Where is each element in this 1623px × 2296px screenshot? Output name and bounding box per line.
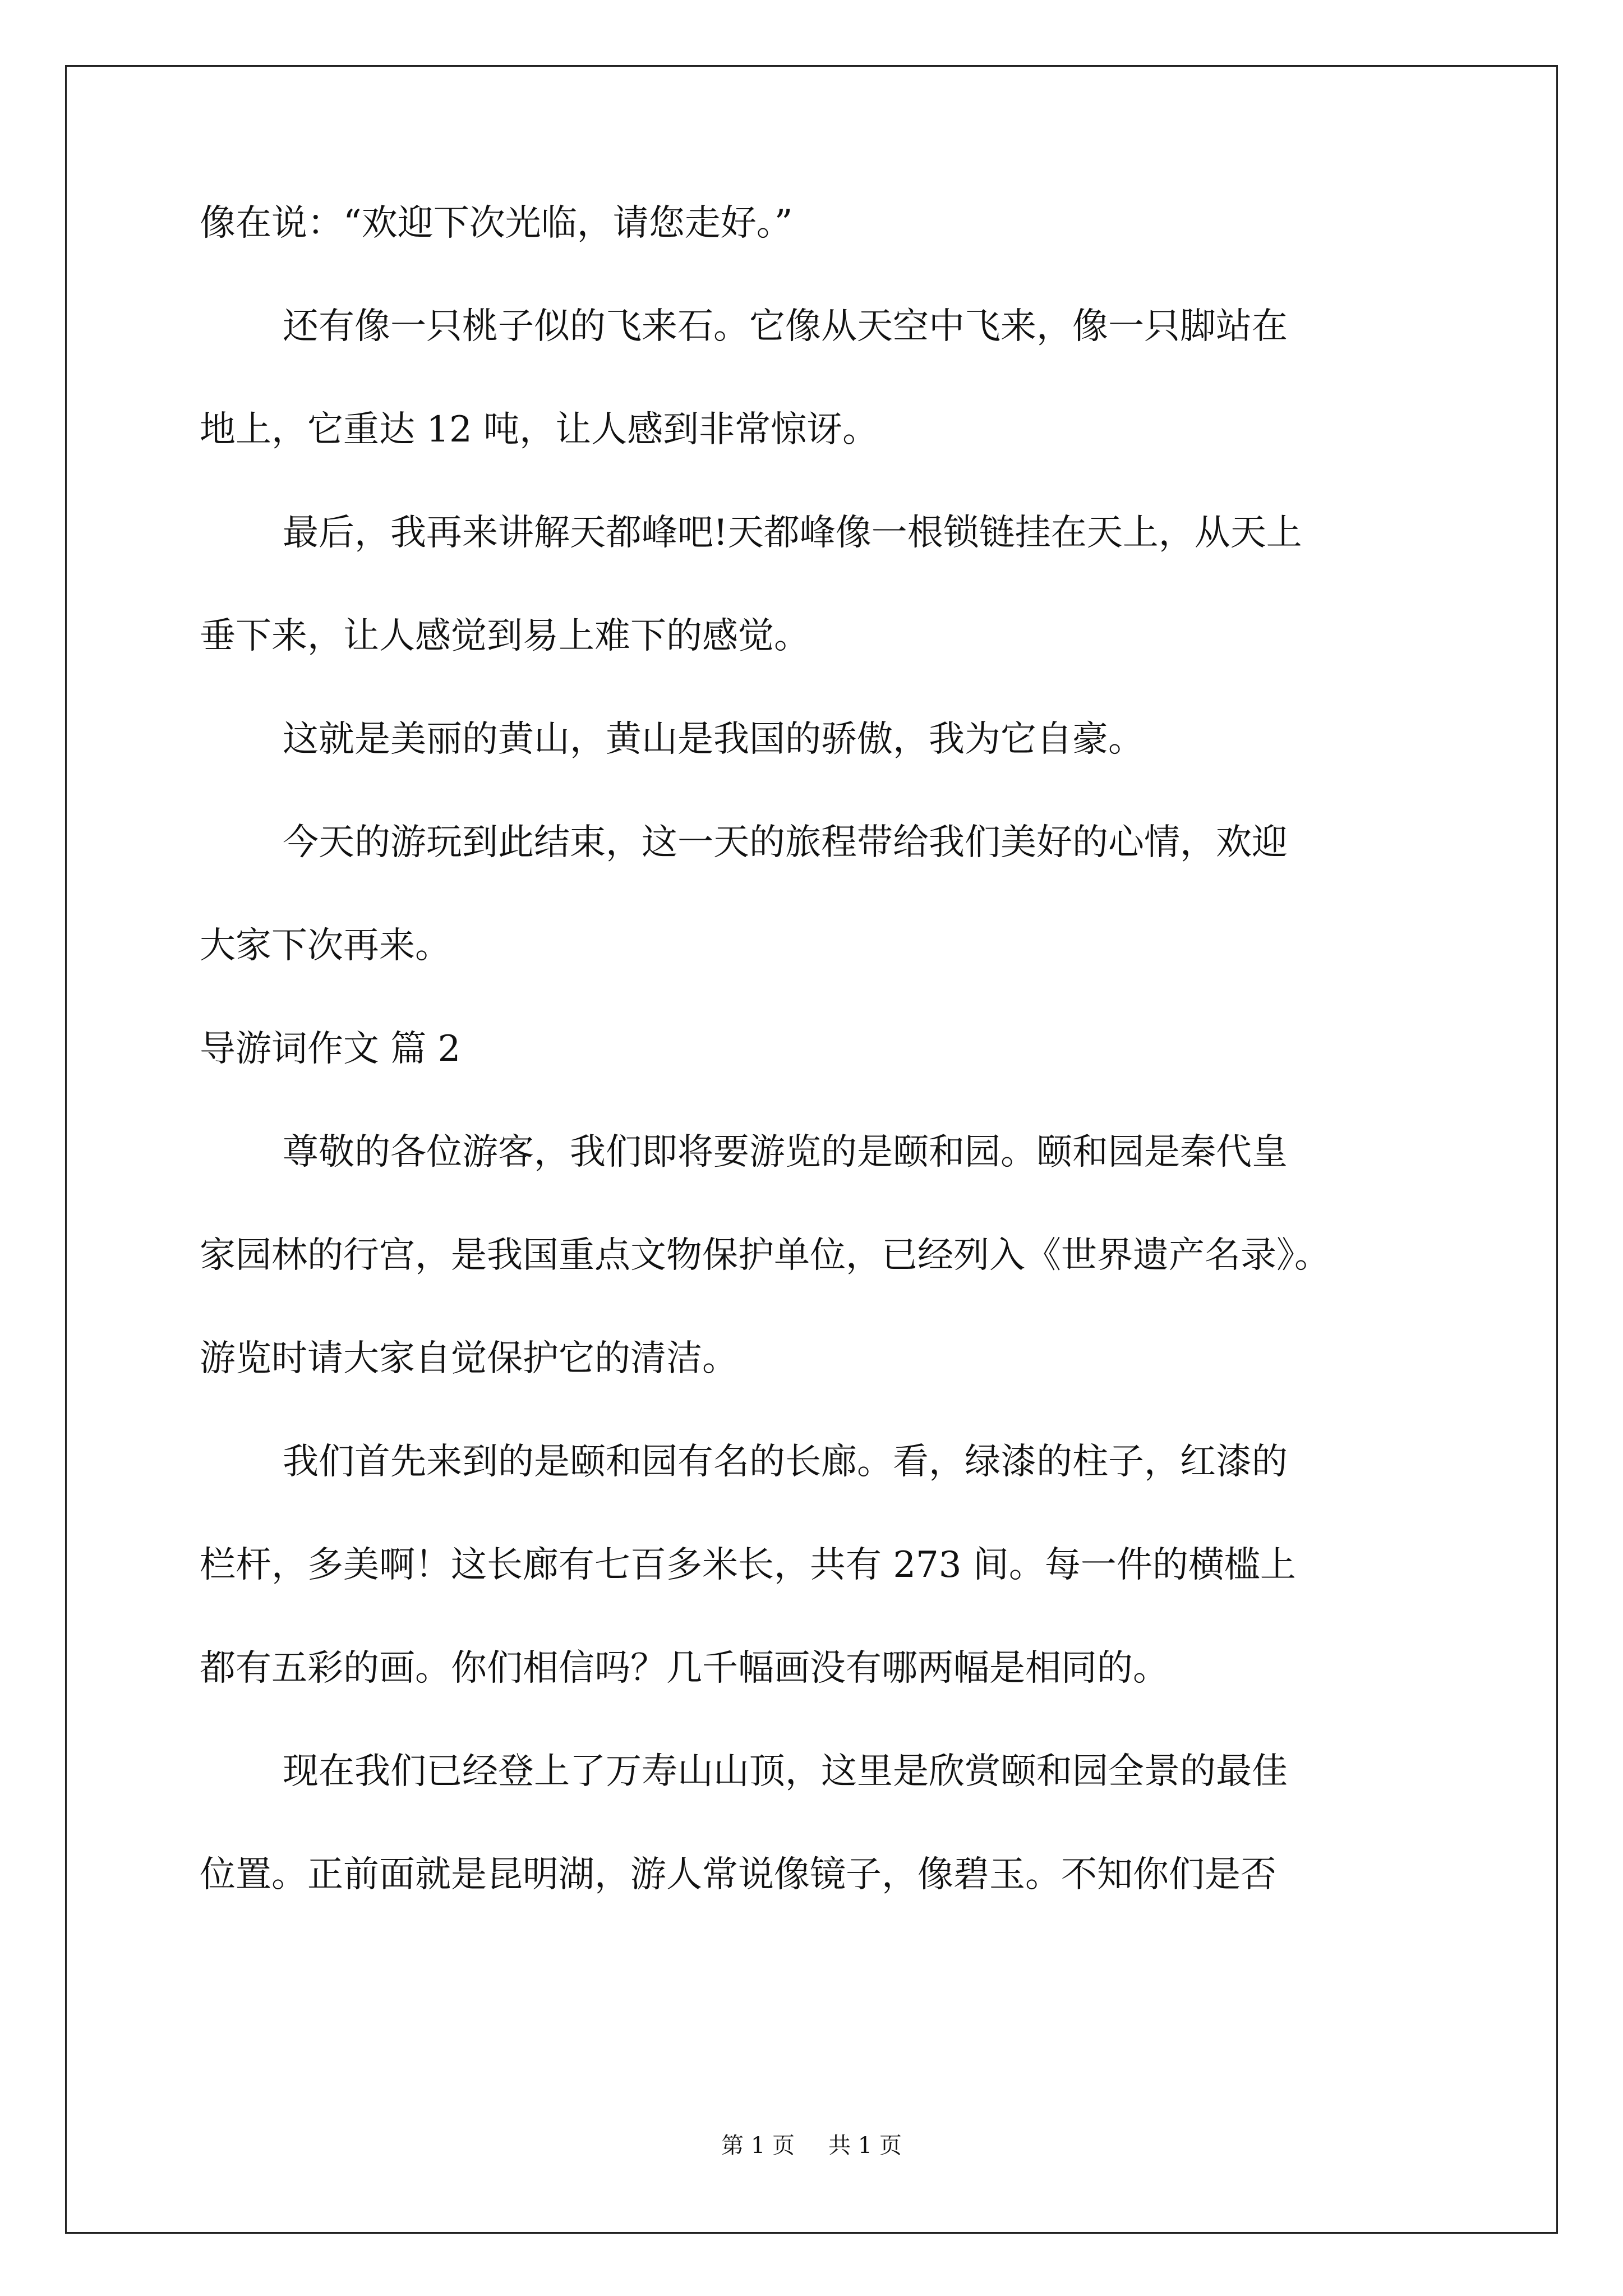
text-line: 位置。正前面就是昆明湖，游人常说像镜子，像碧玉。不知你们是否 [200, 1854, 1276, 1895]
page-number-total: 共 1 页 [828, 2133, 902, 2159]
text-line: 地上，它重达 12 吨，让人感到非常惊讶。 [200, 409, 879, 450]
paragraph-line: 还有像一只桃子似的飞来石。它像从天空中飞来，像一只脚站在 [283, 306, 1288, 347]
paragraph-line: 这就是美丽的黄山，黄山是我国的骄傲，我为它自豪。 [283, 719, 1144, 760]
text-line: 大家下次再来。 [200, 925, 451, 967]
page-footer [0, 2132, 1623, 2160]
text-line: 家园林的行宫，是我国重点文物保护单位，已经列入《世界遗产名录》。 [200, 1235, 1330, 1276]
text-line: 游览时请大家自觉保护它的清洁。 [200, 1338, 738, 1379]
text-line: 都有五彩的画。你们相信吗？几千幅画没有哪两幅是相同的。 [200, 1648, 1169, 1689]
section-heading: 导游词作文 篇 2 [200, 1028, 461, 1070]
paragraph-line: 现在我们已经登上了万寿山山顶，这里是欣赏颐和园全景的最佳 [283, 1751, 1288, 1792]
paragraph-line: 尊敬的各位游客，我们即将要游览的是颐和园。颐和园是秦代皇 [283, 1131, 1288, 1173]
text-line: 像在说：“欢迎下次光临，请您走好。” [200, 203, 793, 244]
paragraph-line: 我们首先来到的是颐和园有名的长廊。看，绿漆的柱子，红漆的 [283, 1441, 1288, 1483]
page-number-current: 第 1 页 [721, 2133, 795, 2159]
paragraph-line: 今天的游玩到此结束，这一天的旅程带给我们美好的心情，欢迎 [283, 822, 1288, 863]
paragraph-line: 最后，我再来讲解天都峰吧!天都峰像一根锁链挂在天上，从天上 [283, 512, 1302, 554]
text-line: 栏杆，多美啊！这长廊有七百多米长，共有 273 间。每一件的横槛上 [200, 1544, 1296, 1586]
text-line: 垂下来，让人感觉到易上难下的感觉。 [200, 615, 810, 657]
